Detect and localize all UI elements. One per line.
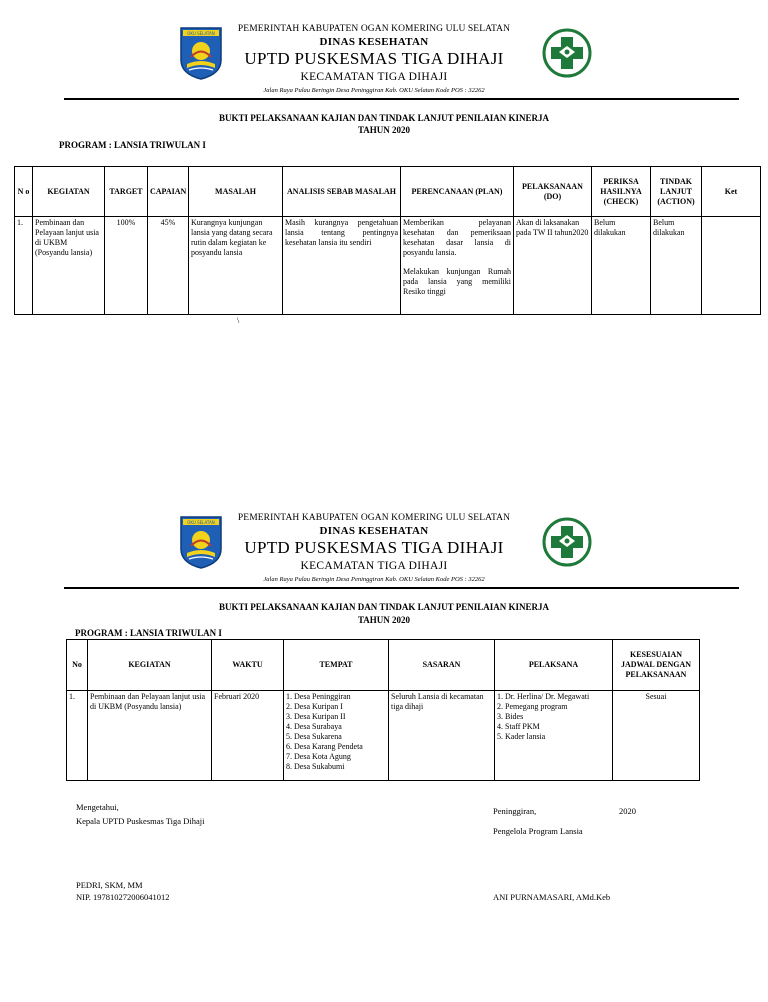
col-perencanaan: PERENCANAAN (PLAN) <box>401 167 514 217</box>
cell-masalah: Kurangnya kunjungan lansia yang datang secara rutin dalam kegiatan ke posyandu lansia <box>189 217 283 315</box>
ack-label: Mengetahui, <box>76 802 119 812</box>
stray-mark: \ <box>237 316 240 325</box>
cell-pelaksanaan: Akan di laksanakan pada TW II tahun2020 <box>514 217 592 315</box>
list-item: 1. Desa Peninggiran <box>286 692 351 701</box>
col-pelaksanaan: PELAKSANAAN (DO) <box>514 167 592 217</box>
cell-kegiatan: Pembinaan dan Pelayaan lanjut usia di UKBM (Posyandu lansia) <box>33 217 105 315</box>
gov-name: PEMERINTAH KABUPATEN OGAN KOMERING ULU SELATAN <box>237 513 511 523</box>
list-item: 1. Dr. Herlina/ Dr. Megawati <box>497 692 590 701</box>
cell-target: 100% <box>105 217 148 315</box>
col-kegiatan: KEGIATAN <box>88 640 212 691</box>
col-tempat: TEMPAT <box>284 640 389 691</box>
clinic-name: UPTD PUSKESMAS TIGA DIHAJI <box>244 49 504 68</box>
cell-analisis: Masih kurangnya pengetahuan lansia tentang pentingnya kesehatan lansia itu sendiri <box>283 217 401 315</box>
cell-periksa: Belum dilakukan <box>592 217 651 315</box>
list-item: 2. Desa Kuripan I <box>286 702 343 711</box>
svg-text:OKU SELATAN: OKU SELATAN <box>187 31 215 36</box>
gov-name: PEMERINTAH KABUPATEN OGAN KOMERING ULU SELATAN <box>237 24 511 34</box>
table-row <box>15 217 761 315</box>
list-item: 2. Pemegang program <box>497 702 568 711</box>
table-row <box>67 691 700 781</box>
list-item: 3. Desa Kuripan II <box>286 712 346 721</box>
dept-name: DINAS KESEHATAN <box>319 36 429 48</box>
schedule-table <box>66 639 700 781</box>
col-no: No <box>67 640 88 691</box>
cell-kesesuaian: Sesuai <box>613 691 700 781</box>
list-item: 8. Desa Sukabumi <box>286 762 345 771</box>
sign-year: 2020 <box>619 806 636 816</box>
doc2-title: BUKTI PELAKSANAAN KAJIAN DAN TINDAK LANJUT PENILAIAN KINERJA <box>219 602 549 612</box>
list-item: 7. Desa Kota Agung <box>286 752 351 761</box>
cell-kegiatan: Pembinaan dan Pelayaan lanjut usia di UKBM (Posyandu lansia) <box>88 691 212 781</box>
col-sasaran: SASARAN <box>389 640 495 691</box>
cell-tempat <box>284 691 389 781</box>
col-masalah: MASALAH <box>189 167 283 217</box>
clinic-name: UPTD PUSKESMAS TIGA DIHAJI <box>244 538 504 557</box>
cell-capaian: 45% <box>148 217 189 315</box>
puskesmas-logo-icon <box>542 517 592 567</box>
cell-no: 1. <box>15 217 33 315</box>
col-kegiatan: KEGIATAN <box>33 167 105 217</box>
district-name: KECAMATAN TIGA DIHAJI <box>300 71 448 83</box>
address: Jalan Raya Pulau Beringin Desa Peninggiran Kab. OKU Selatan Kode POS : 32262 <box>263 87 485 94</box>
perencanaan-item-2: Melakukan kunjungan Rumah pada lansia yang memiliki Resiko tinggi <box>403 267 511 296</box>
col-no: N o <box>15 167 33 217</box>
list-item: 5. Desa Sukarena <box>286 732 342 741</box>
cell-sasaran: Seluruh Lansia di kecamatan tiga dihaji <box>389 691 495 781</box>
cell-ket <box>702 217 761 315</box>
cell-tindak: Belum dilakukan <box>651 217 702 315</box>
list-item: 4. Staff PKM <box>497 722 540 731</box>
doc1-title: BUKTI PELAKSANAAN KAJIAN DAN TINDAK LANJUT PENILAIAN KINERJA <box>219 113 549 123</box>
col-waktu: WAKTU <box>212 640 284 691</box>
puskesmas-logo-icon <box>542 28 592 78</box>
evaluation-table <box>14 166 761 315</box>
head-nip: NIP. 197810272006041012 <box>76 892 170 902</box>
tempat-list <box>286 692 386 772</box>
cell-perencanaan <box>401 217 514 315</box>
col-kesesuaian: KESESUAIAN JADWAL DENGAN PELAKSANAAN <box>613 640 700 691</box>
col-capaian: CAPAIAN <box>148 167 189 217</box>
list-item: 4. Desa Surabaya <box>286 722 342 731</box>
cell-waktu: Februari 2020 <box>212 691 284 781</box>
manager-name: ANI PURNAMASARI, AMd.Keb <box>493 892 611 902</box>
col-tindak: TINDAK LANJUT (ACTION) <box>651 167 702 217</box>
svg-text:OKU SELATAN: OKU SELATAN <box>187 520 215 525</box>
cell-pelaksana <box>495 691 613 781</box>
head-name: PEDRI, SKM, MM <box>76 880 143 890</box>
manager-role: Pengelola Program Lansia <box>493 826 583 836</box>
doc2-program: PROGRAM : LANSIA TRIWULAN I <box>75 628 222 638</box>
col-ket: Ket <box>702 167 761 217</box>
col-target: TARGET <box>105 167 148 217</box>
table-header-row <box>15 167 761 217</box>
address: Jalan Raya Pulau Beringin Desa Peninggiran Kab. OKU Selatan Kode POS : 32262 <box>263 576 485 583</box>
doc1-year: TAHUN 2020 <box>357 125 411 135</box>
district-name: KECAMATAN TIGA DIHAJI <box>300 560 448 572</box>
col-pelaksana: PELAKSANA <box>495 640 613 691</box>
place-date: Peninggiran, <box>493 806 537 816</box>
cell-no: 1. <box>67 691 88 781</box>
pelaksana-list <box>497 692 610 742</box>
letterhead-rule <box>64 98 739 100</box>
doc2-year: TAHUN 2020 <box>357 615 411 625</box>
perencanaan-item-1: Memberikan pelayanan kesehatan dan pemeriksaan kesehatan dasar lansia di posyandu lansia. <box>403 218 511 257</box>
list-item: 6. Desa Karang Pendeta <box>286 742 363 751</box>
letterhead-rule <box>64 587 739 589</box>
list-item: 5. Kader lansia <box>497 732 546 741</box>
col-analisis: ANALISIS SEBAB MASALAH <box>283 167 401 217</box>
list-item: 3. Bides <box>497 712 524 721</box>
doc1-program: PROGRAM : LANSIA TRIWULAN I <box>59 140 206 150</box>
col-periksa: PERIKSA HASILNYA (CHECK) <box>592 167 651 217</box>
head-role: Kepala UPTD Puskesmas Tiga Dihaji <box>76 816 205 826</box>
dept-name: DINAS KESEHATAN <box>319 525 429 537</box>
table-header-row <box>67 640 700 691</box>
